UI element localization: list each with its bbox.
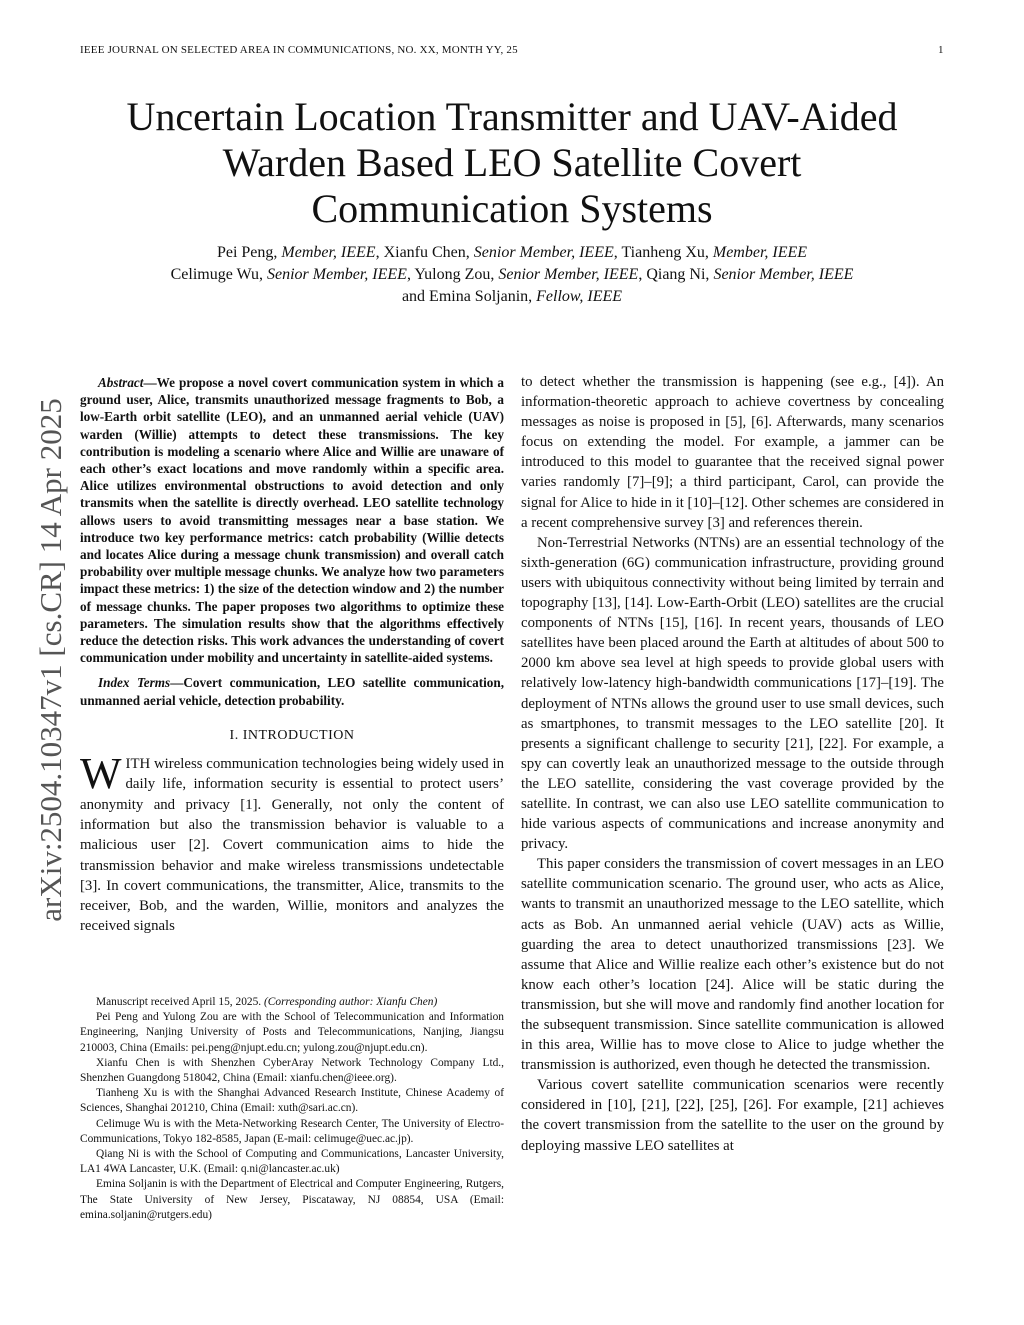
author-role: Senior Member, IEEE xyxy=(713,266,854,283)
footnote-received xyxy=(80,995,504,1010)
abstract-text: —We propose a novel covert communication system in which a ground user, Alice, transmits unauthorized message fragments to Bob, a low-Earth orbit satellite (LEO), and an unmanned aerial vehicle (UAV) warden (Willie) attempts to detect these transmissions. The key contribution is modeling a scenario where Alice and Willie are unaware of each other’s exact locations and move randomly within a specific area. Alice utilizes environmental obstructions to avoid detection and only transmits when the satellite is directly overhead. LEO satellite technology allows users to avoid transmitting messages near a base station. We introduce two key performance metrics: catch probability (Willie detects and locates Alice during a message chunk transmission) and overall catch probability over multiple message chunks. We analyze how two parameters impact these metrics: 1) the size of the detection window and 2) the number of message chunks. The paper proposes two algorithms to optimize these parameters. The simulation results show that the algorithms effectively reduce the detection risks. This work advances the understanding of covert communication under mobility and uncertainty in satellite-aided systems. xyxy=(80,375,504,666)
page-number: 1 xyxy=(938,44,944,56)
title-line: Warden Based LEO Satellite Covert xyxy=(222,140,802,185)
title-line: Communication Systems xyxy=(311,186,713,231)
right-column xyxy=(521,372,944,1156)
author-name: , Yulong Zou, xyxy=(406,266,499,283)
section-numeral: I. xyxy=(229,727,243,743)
author-role: Senior Member, IEEE xyxy=(473,244,614,261)
body-paragraph: Various covert satellite communication scenarios were recently considered in [10], [21], [22], [25], [26]. For example, [21] achieves the covert transmission from the satellite to the user on the ground by deploying massive LEO satellites at xyxy=(521,1077,944,1154)
abstract-label: Abstract xyxy=(98,375,144,390)
author-role: Senior Member, IEEE xyxy=(266,266,407,283)
author-name: , Xianfu Chen, xyxy=(375,244,474,261)
author-name: Pei Peng, xyxy=(216,244,282,261)
index-terms-label: Index Terms xyxy=(98,675,171,691)
author-line xyxy=(80,264,944,286)
index-terms xyxy=(80,674,504,708)
running-head: IEEE JOURNAL ON SELECTED AREA IN COMMUNICATIONS, NO. XX, MONTH YY, 25 xyxy=(80,44,518,56)
title-line: Uncertain Location Transmitter and UAV-Aided xyxy=(126,94,898,139)
received-text: Manuscript received April 15, 2025. xyxy=(96,996,264,1008)
section-title: INTRODUCTION xyxy=(242,727,355,743)
footnote-affiliation: Qiang Ni is with the School of Computing and Communications, Lancaster University, LA1 4WA Lancaster, U.K. (Email: q.ni@lancaster.ac.uk) xyxy=(80,1148,504,1176)
body-paragraph: This paper considers the transmission of covert messages in an LEO satellite communication scenario. The ground user, who acts as Alice, wants to transmit an unauthorized message to the LEO satellite, which acts as Bob. An unmanned aerial vehicle (UAV) acts as Willie, guarding the area to detect unauthorized transmissions [23]. We assume that Alice and Willie realize each other’s existence but do not know each other’s location [24]. Alice will be static during the transmission, but she will move and randomly find another location for the subsequent transmission. Since satellite communication is allowed in this area, Willie has to move close to Alice to judge whether the transmission is authorized, even though he detected the transmission. xyxy=(521,856,944,1074)
body-paragraph: Non-Terrestrial Networks (NTNs) are an essential technology of the sixth-generation (6G) communication infrastructure, providing ground users with ubiquitous connectivity without being limited by terrain and topography [13], [14]. Low-Earth-Orbit (LEO) satellites are the crucial components of NTNs [15], [16]. In recent years, thousands of LEO satellites have been placed around the Earth at altitudes of about 500 to 2000 km above sea level at high speeds to provide global users with relatively low-latency high-bandwidth communications [17]–[19]. The deployment of NTNs allows the ground user to use small devices, such as smartphones, to transmit messages to the LEO satellite [20]. It presents a significant challenge to security [21], [22]. For example, a spy can covertly leak an unauthorized message to the outside through the LEO satellite, considering the vast coverage provided by the satellite. In contrast, we can also use LEO satellite communication to hide various aspects of communications and increase anonymity and privacy. xyxy=(521,534,944,853)
drop-cap: W xyxy=(80,749,122,799)
footnotes xyxy=(80,995,504,1223)
author-name: and Emina Soljanin, xyxy=(401,288,537,305)
author-name: , Tianheng Xu, xyxy=(613,244,713,261)
footnote-affiliation: Emina Soljanin is with the Department of Electrical and Computer Engineering, Rutgers, The State University of New Jersey, Piscataway, NJ 08854, USA (Email: emina.soljanin@rutgers.edu) xyxy=(80,1178,504,1221)
footnote-affiliation: Pei Peng and Yulong Zou are with the School of Telecommunication and Information Engineering, Nanjing University of Posts and Telecommunications, Nanjing, Jiangsu 210003, China (Emails: pei.peng@njupt.edu.cn; yulong.zou@njupt.edu.cn). xyxy=(80,1011,504,1054)
author-list xyxy=(80,242,944,308)
author-name: Celimuge Wu, xyxy=(170,266,267,283)
author-role: Fellow, IEEE xyxy=(536,288,623,305)
author-name: , Qiang Ni, xyxy=(638,266,714,283)
intro-paragraph xyxy=(80,749,504,937)
corresponding-author: (Corresponding author: Xianfu Chen) xyxy=(263,996,438,1008)
body-paragraph: to detect whether the transmission is happening (see e.g., [4]). An information-theoretic approach to achieve covertness by concealing messages as noise is proposed in [5], [6]. Afterwards, many scenarios focus on extending the model. For example, a jammer can be introduced to this model to guarantee that the received signal power varies randomly [7]–[9]; a third participant, Carol, can provide the signal for Alice to hide in it [10]–[12]. Other schemes are considered in a recent comprehensive survey [3] and references therein. xyxy=(521,374,944,531)
left-column xyxy=(80,374,504,937)
abstract xyxy=(80,374,504,666)
footnote-affiliation: Celimuge Wu is with the Meta-Networking Research Center, The University of Electro-Communications, Tokyo 182-8585, Japan (E-mail: celimuge@uec.ac.jp). xyxy=(80,1117,504,1145)
intro-text: ITH wireless communication technologies being widely used in daily life, information security is essential to protect users’ anonymity and privacy [1]. Generally, not only the content of information but also the transmission behavior is valuable to a malicious user [2]. Covert communication aims to hide the transmission behavior and make wireless transmissions undetectable [3]. In covert communications, the transmitter, Alice, transmits to the receiver, Bob, and the warden, Willie, monitors and analyzes the received signals xyxy=(80,756,504,935)
author-line xyxy=(80,286,944,308)
paper-title xyxy=(80,94,944,232)
author-line xyxy=(80,242,944,264)
arxiv-stamp[interactable]: arXiv:2504.10347v1 [cs.CR] 14 Apr 2025 xyxy=(33,398,68,922)
author-role: Member, IEEE xyxy=(712,244,808,261)
author-role: Member, IEEE xyxy=(281,244,376,261)
footnote-affiliation: Xianfu Chen is with Shenzhen CyberAray Network Technology Company Ltd., Shenzhen Guangdong 518042, China (Email: xianfu.chen@ieee.org). xyxy=(80,1056,504,1085)
index-terms-text: —Covert communication, LEO satellite communication, unmanned aerial vehicle, detection probability. xyxy=(80,675,504,708)
section-heading xyxy=(80,727,504,744)
author-role: Senior Member, IEEE xyxy=(498,266,639,283)
footnote-affiliation: Tianheng Xu is with the Shanghai Advanced Research Institute, Chinese Academy of Sciences, Shanghai 201210, China (Email: xuth@sari.ac.cn). xyxy=(80,1087,504,1115)
